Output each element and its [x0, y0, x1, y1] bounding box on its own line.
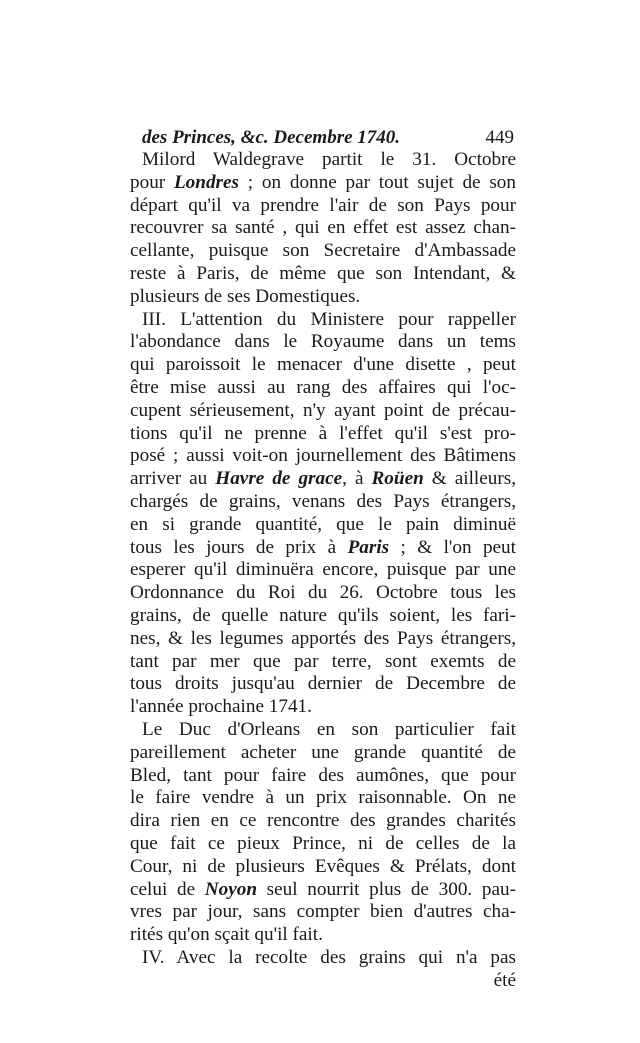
text-line: départ qu'il va prendre l'air de son Pays pour	[130, 194, 516, 216]
text-line: être mise aussi au rang des affaires qui l'oc-	[130, 376, 516, 398]
text-line: l'année prochaine 1741.	[130, 696, 312, 718]
text-line: Bled, tant pour faire des aumônes, que pour	[130, 764, 516, 786]
body-text	[130, 149, 516, 992]
text-line: pour Londres ; on donne par tout sujet de son	[130, 171, 516, 193]
text-line: Cour, ni de plusieurs Evêques & Prélats, dont	[130, 855, 516, 877]
text-line: tous les jours de prix à Paris ; & l'on peut	[130, 536, 516, 558]
text-line: tous droits jusqu'au dernier de Decembre de	[130, 673, 516, 695]
text-line: l'abondance dans le Royaume dans un tems	[130, 331, 516, 353]
text-line: III. L'attention du Ministere pour rappeller	[142, 308, 516, 330]
text-line: esperer qu'il diminuëra encore, puisque par une	[130, 559, 516, 581]
text-line: en si grande quantité, que le pain diminuë	[130, 513, 516, 535]
text-line: été	[493, 969, 516, 991]
text-line: recouvrer sa santé , qui en effet est assez chan-	[130, 217, 516, 239]
text-line: IV. Avec la recolte des grains qui n'a pas	[142, 946, 516, 968]
text-line: Le Duc d'Orleans en son particulier fait	[142, 718, 516, 740]
text-line: cellante, puisque son Secretaire d'Ambassade	[130, 240, 516, 262]
text-line: celui de Noyon seul nourrit plus de 300. pau-	[130, 878, 516, 900]
text-line: nes, & les legumes apportés des Pays étrangers,	[130, 627, 516, 649]
text-line: chargés de grains, venans des Pays étrangers,	[130, 490, 516, 512]
text-line: cupent sérieusement, n'y ayant point de précau-	[130, 399, 516, 421]
text-line: tant par mer que par terre, sont exemts de	[130, 650, 516, 672]
text-line: plusieurs de ses Domestiques.	[130, 285, 361, 307]
text-line: dira rien en ce rencontre des grandes charités	[130, 810, 516, 832]
text-line: grains, de quelle nature qu'ils soient, les fari-	[130, 604, 516, 626]
text-line: pareillement acheter une grande quantité de	[130, 741, 516, 763]
text-line: tions qu'il ne prenne à l'effet qu'il s'est pro-	[130, 422, 516, 444]
text-line: rités qu'on sçait qu'il fait.	[130, 924, 323, 946]
running-header	[130, 126, 516, 149]
book-page	[130, 126, 516, 992]
text-line: reste à Paris, de même que son Intendant, &	[130, 262, 516, 284]
text-line: vres par jour, sans compter bien d'autres cha-	[130, 901, 516, 923]
text-line: que fait ce pieux Prince, ni de celles de la	[130, 832, 516, 854]
text-line: le faire vendre à un prix raisonnable. On ne	[130, 787, 516, 809]
text-line: Ordonnance du Roi du 26. Octobre tous les	[130, 582, 516, 604]
text-line: Milord Waldegrave partit le 31. Octobre	[142, 149, 516, 170]
page-number: 449	[485, 127, 514, 148]
running-head: des Princes, &c. Decembre 1740.	[142, 127, 401, 148]
text-line: arriver au Havre de grace, à Roüen & ailleurs,	[130, 468, 516, 490]
text-line: qui paroissoit le menacer d'une disette , peut	[130, 354, 516, 376]
text-line: posé ; aussi voit-on journellement des Bâtimens	[130, 445, 516, 467]
